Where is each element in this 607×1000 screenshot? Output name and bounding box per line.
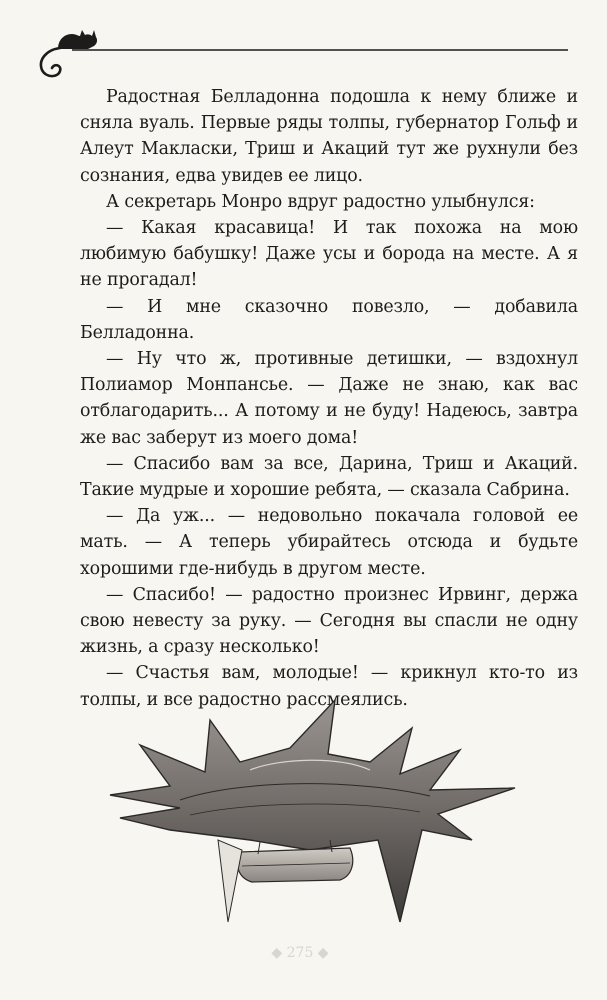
paragraph: — Ну что ж, противные детишки, — вздохнул Полиамор Монпансье. — Даже не знаю, как вас отблагодарить... А потому и не буду! Надеюсь, завтра же вас заберут из моего дома! [80,349,578,448]
paragraph: — Счастья вам, молодые! — крикнул кто-то из толпы, и все радостно рассмеялись. [80,663,578,710]
paragraph: — Спасибо вам за все, Дарина, Триш и Акаций. Такие мудрые и хорошие ребята, — сказала Сабрина. [80,453,578,501]
page-number: ◆ 275 ◆ [271,945,329,961]
paragraph: Радостная Белладонна подошла к нему ближе и сняла вуаль. Первые ряды толпы, губернатор Гольф и Алеут Макласки, Триш и Акаций тут же рухнули без сознания, едва увидев ее лицо. [80,87,578,186]
paragraph: — И мне сказочно повезло, — добавила Белладонна. [80,296,578,343]
airship-illustration-icon [100,690,530,930]
cat-ornament-icon [28,18,578,88]
paragraph: — Спасибо! — радостно произнес Ирвинг, держа свою невесту за руку. — Сегодня вы спасли не одну жизнь, а сразу несколько! [80,584,578,658]
paragraph: А секретарь Монро вдруг радостно улыбнулся: [106,191,535,212]
paragraph: — Да уж... — недовольно покачала головой ее мать. — А теперь убирайтесь отсюда и будьте хорошими где-нибудь в другом месте. [80,506,578,579]
paragraph: — Какая красавица! И так похожа на мою любимую бабушку! Даже усы и борода на месте. А я не прогадал! [80,218,578,291]
story-text [80,84,578,713]
